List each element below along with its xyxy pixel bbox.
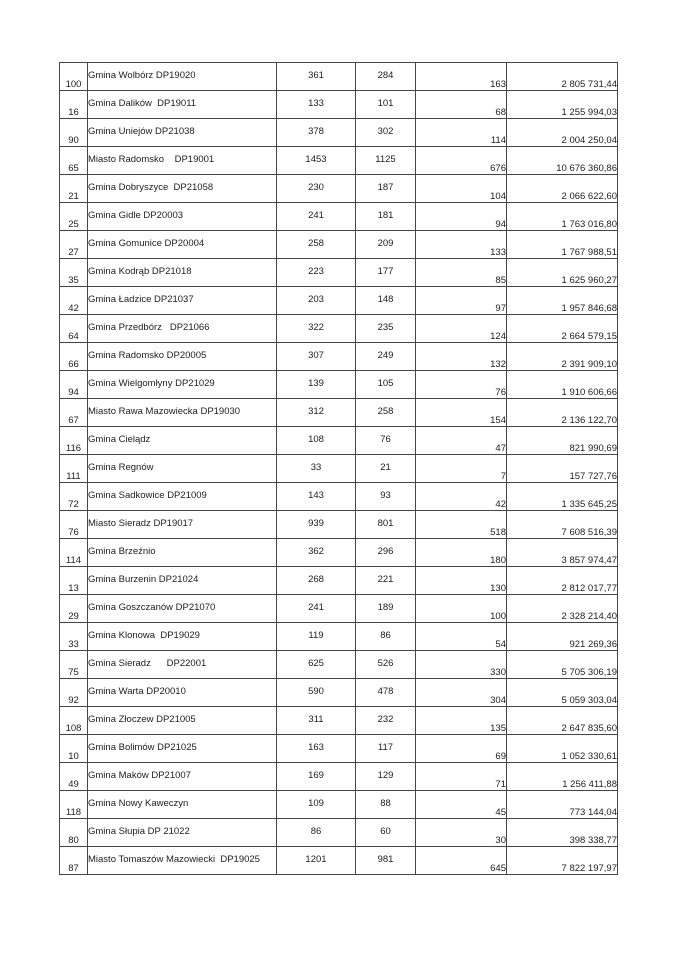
municipality-name: Gmina Cielądz bbox=[88, 427, 277, 455]
count-total: 307 bbox=[277, 343, 356, 371]
table-row bbox=[60, 91, 618, 119]
count-tertiary: 7 bbox=[416, 455, 507, 483]
count-secondary: 101 bbox=[356, 91, 416, 119]
count-secondary: 117 bbox=[356, 735, 416, 763]
count-total: 33 bbox=[277, 455, 356, 483]
table-row bbox=[60, 847, 618, 875]
table-row bbox=[60, 371, 618, 399]
amount-value: 2 136 122,70 bbox=[507, 399, 618, 427]
count-tertiary: 69 bbox=[416, 735, 507, 763]
count-tertiary: 154 bbox=[416, 399, 507, 427]
count-secondary: 981 bbox=[356, 847, 416, 875]
table-row bbox=[60, 791, 618, 819]
row-ordinal: 118 bbox=[60, 791, 88, 819]
count-secondary: 60 bbox=[356, 819, 416, 847]
municipality-name: Gmina Kodrąb DP21018 bbox=[88, 259, 277, 287]
count-tertiary: 130 bbox=[416, 567, 507, 595]
count-secondary: 189 bbox=[356, 595, 416, 623]
count-tertiary: 124 bbox=[416, 315, 507, 343]
municipality-name: Gmina Bolimów DP21025 bbox=[88, 735, 277, 763]
amount-value: 2 066 622,60 bbox=[507, 175, 618, 203]
count-total: 241 bbox=[277, 595, 356, 623]
municipality-name: Gmina Maków DP21007 bbox=[88, 763, 277, 791]
row-ordinal: 49 bbox=[60, 763, 88, 791]
row-ordinal: 108 bbox=[60, 707, 88, 735]
count-tertiary: 304 bbox=[416, 679, 507, 707]
table-row bbox=[60, 539, 618, 567]
table-row bbox=[60, 287, 618, 315]
count-total: 258 bbox=[277, 231, 356, 259]
count-secondary: 93 bbox=[356, 483, 416, 511]
row-ordinal: 80 bbox=[60, 819, 88, 847]
count-total: 119 bbox=[277, 623, 356, 651]
count-tertiary: 676 bbox=[416, 147, 507, 175]
count-total: 1453 bbox=[277, 147, 356, 175]
count-secondary: 249 bbox=[356, 343, 416, 371]
row-ordinal: 76 bbox=[60, 511, 88, 539]
count-tertiary: 68 bbox=[416, 91, 507, 119]
table-row bbox=[60, 455, 618, 483]
municipality-name: Miasto Radomsko DP19001 bbox=[88, 147, 277, 175]
table-row bbox=[60, 483, 618, 511]
count-tertiary: 94 bbox=[416, 203, 507, 231]
municipality-name: Miasto Tomaszów Mazowiecki DP19025 bbox=[88, 847, 277, 875]
count-tertiary: 645 bbox=[416, 847, 507, 875]
row-ordinal: 65 bbox=[60, 147, 88, 175]
amount-value: 7 822 197,97 bbox=[507, 847, 618, 875]
count-secondary: 801 bbox=[356, 511, 416, 539]
count-secondary: 129 bbox=[356, 763, 416, 791]
amount-value: 1 255 994,03 bbox=[507, 91, 618, 119]
table-body bbox=[60, 63, 618, 875]
count-total: 143 bbox=[277, 483, 356, 511]
amount-value: 398 338,77 bbox=[507, 819, 618, 847]
municipality-name: Gmina Przedbórz DP21066 bbox=[88, 315, 277, 343]
amount-value: 2 805 731,44 bbox=[507, 63, 618, 91]
row-ordinal: 10 bbox=[60, 735, 88, 763]
count-tertiary: 135 bbox=[416, 707, 507, 735]
amount-value: 2 328 214,40 bbox=[507, 595, 618, 623]
count-tertiary: 71 bbox=[416, 763, 507, 791]
municipality-name: Gmina Wolbórz DP19020 bbox=[88, 63, 277, 91]
row-ordinal: 66 bbox=[60, 343, 88, 371]
count-tertiary: 54 bbox=[416, 623, 507, 651]
municipality-name: Gmina Dalików DP19011 bbox=[88, 91, 277, 119]
amount-value: 821 990,69 bbox=[507, 427, 618, 455]
count-tertiary: 132 bbox=[416, 343, 507, 371]
amount-value: 7 608 516,39 bbox=[507, 511, 618, 539]
municipality-name: Gmina Sadkowice DP21009 bbox=[88, 483, 277, 511]
count-total: 223 bbox=[277, 259, 356, 287]
row-ordinal: 27 bbox=[60, 231, 88, 259]
row-ordinal: 67 bbox=[60, 399, 88, 427]
amount-value: 1 052 330,61 bbox=[507, 735, 618, 763]
municipality-name: Gmina Regnów bbox=[88, 455, 277, 483]
table-row bbox=[60, 735, 618, 763]
table-row bbox=[60, 231, 618, 259]
amount-value: 5 059 303,04 bbox=[507, 679, 618, 707]
count-secondary: 76 bbox=[356, 427, 416, 455]
amount-value: 2 664 579,15 bbox=[507, 315, 618, 343]
count-total: 169 bbox=[277, 763, 356, 791]
row-ordinal: 100 bbox=[60, 63, 88, 91]
count-tertiary: 97 bbox=[416, 287, 507, 315]
count-total: 625 bbox=[277, 651, 356, 679]
count-total: 203 bbox=[277, 287, 356, 315]
count-secondary: 1125 bbox=[356, 147, 416, 175]
count-tertiary: 518 bbox=[416, 511, 507, 539]
table-row bbox=[60, 175, 618, 203]
count-total: 230 bbox=[277, 175, 356, 203]
table-row bbox=[60, 259, 618, 287]
count-total: 939 bbox=[277, 511, 356, 539]
amount-value: 2 647 835,60 bbox=[507, 707, 618, 735]
count-secondary: 88 bbox=[356, 791, 416, 819]
table-row bbox=[60, 427, 618, 455]
count-total: 322 bbox=[277, 315, 356, 343]
amount-value: 1 910 606,66 bbox=[507, 371, 618, 399]
count-total: 268 bbox=[277, 567, 356, 595]
municipality-name: Gmina Gidle DP20003 bbox=[88, 203, 277, 231]
count-secondary: 235 bbox=[356, 315, 416, 343]
count-secondary: 21 bbox=[356, 455, 416, 483]
table-row bbox=[60, 763, 618, 791]
table-row bbox=[60, 651, 618, 679]
municipality-name: Gmina Nowy Kaweczyn bbox=[88, 791, 277, 819]
count-total: 86 bbox=[277, 819, 356, 847]
count-secondary: 232 bbox=[356, 707, 416, 735]
municipality-name: Gmina Dobryszyce DP21058 bbox=[88, 175, 277, 203]
table-row bbox=[60, 119, 618, 147]
count-total: 108 bbox=[277, 427, 356, 455]
count-total: 1201 bbox=[277, 847, 356, 875]
table-row bbox=[60, 623, 618, 651]
row-ordinal: 25 bbox=[60, 203, 88, 231]
row-ordinal: 114 bbox=[60, 539, 88, 567]
count-secondary: 148 bbox=[356, 287, 416, 315]
municipality-name: Gmina Burzenin DP21024 bbox=[88, 567, 277, 595]
row-ordinal: 87 bbox=[60, 847, 88, 875]
count-tertiary: 100 bbox=[416, 595, 507, 623]
amount-value: 2 004 250,04 bbox=[507, 119, 618, 147]
count-secondary: 284 bbox=[356, 63, 416, 91]
count-tertiary: 42 bbox=[416, 483, 507, 511]
amount-value: 1 335 645,25 bbox=[507, 483, 618, 511]
row-ordinal: 111 bbox=[60, 455, 88, 483]
row-ordinal: 21 bbox=[60, 175, 88, 203]
amount-value: 1 763 016,80 bbox=[507, 203, 618, 231]
amount-value: 2 391 909,10 bbox=[507, 343, 618, 371]
count-secondary: 526 bbox=[356, 651, 416, 679]
row-ordinal: 42 bbox=[60, 287, 88, 315]
count-total: 139 bbox=[277, 371, 356, 399]
municipality-name: Gmina Brzeźnio bbox=[88, 539, 277, 567]
count-secondary: 258 bbox=[356, 399, 416, 427]
table-row bbox=[60, 203, 618, 231]
count-tertiary: 104 bbox=[416, 175, 507, 203]
amount-value: 157 727,76 bbox=[507, 455, 618, 483]
count-secondary: 86 bbox=[356, 623, 416, 651]
municipality-name: Gmina Uniejów DP21038 bbox=[88, 119, 277, 147]
count-total: 241 bbox=[277, 203, 356, 231]
row-ordinal: 29 bbox=[60, 595, 88, 623]
amount-value: 3 857 974,47 bbox=[507, 539, 618, 567]
table-row bbox=[60, 147, 618, 175]
table-row bbox=[60, 707, 618, 735]
row-ordinal: 72 bbox=[60, 483, 88, 511]
count-tertiary: 76 bbox=[416, 371, 507, 399]
count-total: 362 bbox=[277, 539, 356, 567]
table-row bbox=[60, 343, 618, 371]
row-ordinal: 92 bbox=[60, 679, 88, 707]
amount-value: 2 812 017,77 bbox=[507, 567, 618, 595]
municipality-name: Miasto Rawa Mazowiecka DP19030 bbox=[88, 399, 277, 427]
municipality-name: Gmina Ładzice DP21037 bbox=[88, 287, 277, 315]
amount-value: 1 957 846,68 bbox=[507, 287, 618, 315]
row-ordinal: 75 bbox=[60, 651, 88, 679]
municipalities-table bbox=[59, 62, 618, 875]
count-secondary: 105 bbox=[356, 371, 416, 399]
count-total: 163 bbox=[277, 735, 356, 763]
count-secondary: 209 bbox=[356, 231, 416, 259]
row-ordinal: 16 bbox=[60, 91, 88, 119]
count-tertiary: 45 bbox=[416, 791, 507, 819]
count-secondary: 221 bbox=[356, 567, 416, 595]
count-total: 312 bbox=[277, 399, 356, 427]
municipality-name: Gmina Słupia DP 21022 bbox=[88, 819, 277, 847]
municipality-name: Gmina Radomsko DP20005 bbox=[88, 343, 277, 371]
municipality-name: Gmina Warta DP20010 bbox=[88, 679, 277, 707]
count-tertiary: 85 bbox=[416, 259, 507, 287]
count-secondary: 478 bbox=[356, 679, 416, 707]
row-ordinal: 35 bbox=[60, 259, 88, 287]
amount-value: 1 767 988,51 bbox=[507, 231, 618, 259]
count-tertiary: 133 bbox=[416, 231, 507, 259]
count-total: 133 bbox=[277, 91, 356, 119]
amount-value: 1 625 960,27 bbox=[507, 259, 618, 287]
municipality-name: Gmina Złoczew DP21005 bbox=[88, 707, 277, 735]
municipality-name: Gmina Gomunice DP20004 bbox=[88, 231, 277, 259]
municipality-name: Gmina Wielgomłyny DP21029 bbox=[88, 371, 277, 399]
count-tertiary: 163 bbox=[416, 63, 507, 91]
count-total: 590 bbox=[277, 679, 356, 707]
amount-value: 921 269,36 bbox=[507, 623, 618, 651]
table-row bbox=[60, 819, 618, 847]
amount-value: 10 676 360,86 bbox=[507, 147, 618, 175]
count-secondary: 181 bbox=[356, 203, 416, 231]
table-row bbox=[60, 567, 618, 595]
row-ordinal: 33 bbox=[60, 623, 88, 651]
count-secondary: 296 bbox=[356, 539, 416, 567]
count-secondary: 302 bbox=[356, 119, 416, 147]
amount-value: 5 705 306,19 bbox=[507, 651, 618, 679]
table-row bbox=[60, 679, 618, 707]
table-row bbox=[60, 595, 618, 623]
municipality-name: Gmina Sieradz DP22001 bbox=[88, 651, 277, 679]
count-secondary: 187 bbox=[356, 175, 416, 203]
count-tertiary: 180 bbox=[416, 539, 507, 567]
table-row bbox=[60, 315, 618, 343]
table-row bbox=[60, 63, 618, 91]
count-secondary: 177 bbox=[356, 259, 416, 287]
row-ordinal: 64 bbox=[60, 315, 88, 343]
count-total: 311 bbox=[277, 707, 356, 735]
count-total: 378 bbox=[277, 119, 356, 147]
count-total: 361 bbox=[277, 63, 356, 91]
municipality-name: Gmina Goszczanów DP21070 bbox=[88, 595, 277, 623]
count-tertiary: 47 bbox=[416, 427, 507, 455]
count-tertiary: 330 bbox=[416, 651, 507, 679]
municipality-name: Miasto Sieradz DP19017 bbox=[88, 511, 277, 539]
amount-value: 1 256 411,88 bbox=[507, 763, 618, 791]
table-row bbox=[60, 511, 618, 539]
row-ordinal: 90 bbox=[60, 119, 88, 147]
amount-value: 773 144,04 bbox=[507, 791, 618, 819]
row-ordinal: 94 bbox=[60, 371, 88, 399]
municipality-name: Gmina Klonowa DP19029 bbox=[88, 623, 277, 651]
row-ordinal: 13 bbox=[60, 567, 88, 595]
count-tertiary: 114 bbox=[416, 119, 507, 147]
count-tertiary: 30 bbox=[416, 819, 507, 847]
count-total: 109 bbox=[277, 791, 356, 819]
row-ordinal: 116 bbox=[60, 427, 88, 455]
table-row bbox=[60, 399, 618, 427]
